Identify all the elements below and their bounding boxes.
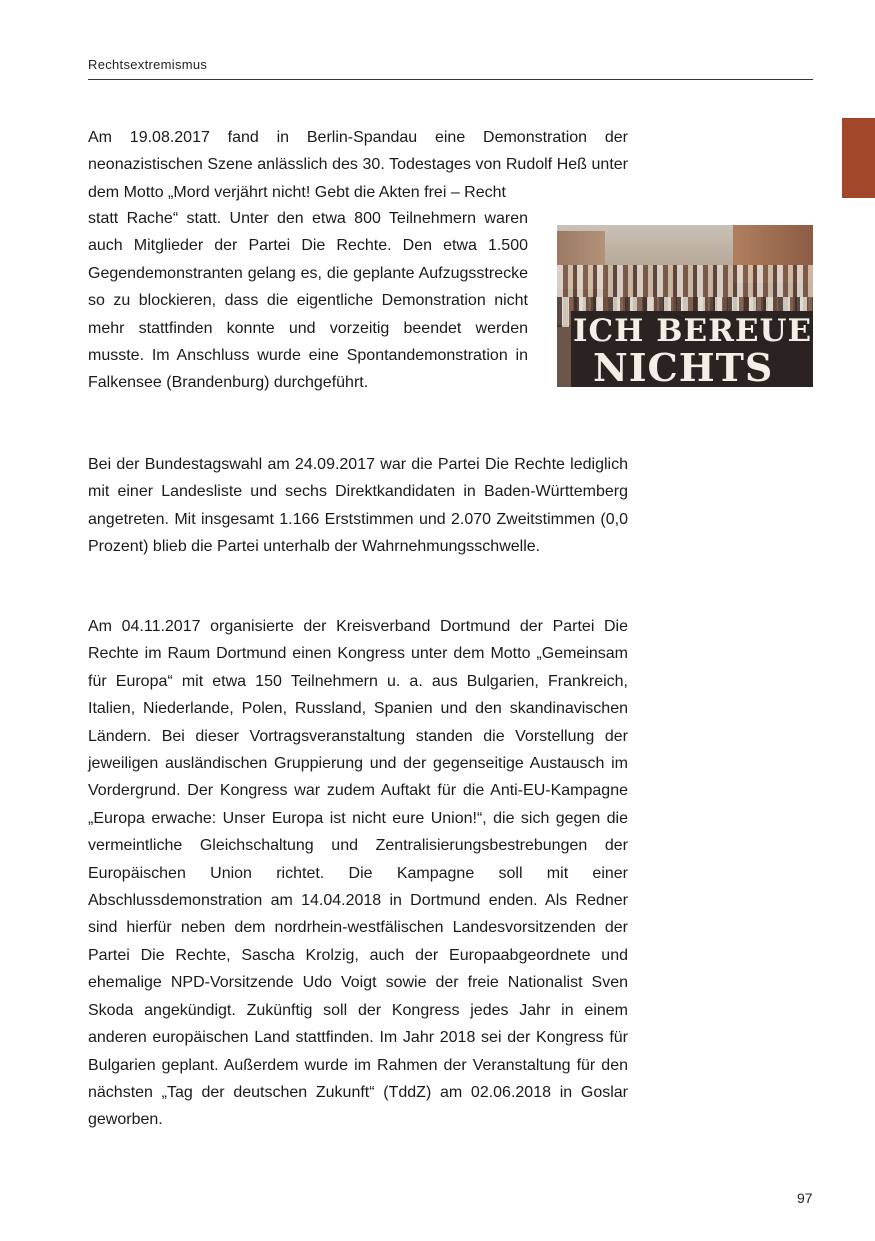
paragraph-1-wrap: statt Rache“ statt. Unter den etwa 800 Teilnehmern waren auch Mitglieder der Partei Die Rechte. Den etwa 1.500 Gegendemonstranten gelang es, die geplante Aufzugsstrecke so zu blockieren, dass die eigentliche Demonstration nicht mehr stattfinden konnte und vorzeitig beendet werden musste. Im Anschluss wurde eine Spontandemonstration in Falkensee (Brandenburg) durchgeführt. <box>88 210 528 392</box>
page-number: 97 <box>797 1190 813 1206</box>
banner-text-line-1: ICH BEREUE <box>573 313 813 349</box>
paragraph-2: Bei der Bundestagswahl am 24.09.2017 war die Partei Die Rechte lediglich mit einer Landesliste und sechs Direktkandidaten in Baden-Württemberg angetreten. Mit insgesamt 1.166 Erststimmen und 2.070 Zweitstimmen (0,0 Prozent) blieb die Partei unterhalb der Wahrnehmungsschwelle. <box>88 456 628 556</box>
chapter-tab-marker <box>842 118 875 198</box>
demonstration-photo <box>557 225 813 387</box>
running-head: Rechtsextremismus <box>88 57 208 72</box>
paragraph-3: Am 04.11.2017 organisierte der Kreisverband Dortmund der Partei Die Rechte im Raum Dortmund einen Kongress unter dem Motto „Gemeinsam für Europa“ mit etwa 150 Teilnehmern u. a. aus Bulgarien, Frankreich, Italien, Niederlande, Polen, Russland, Spanien und den skandinavischen Ländern. Bei dieser Vortragsveranstaltung standen die Vorstellung der jeweiligen ausländischen Gruppierung und der gegenseitige Austausch im Vordergrund. Der Kongress war zudem Auftakt für die Anti-EU-Kampagne „Europa erwache: Unser Europa ist nicht eure Union!“, die sich gegen die vermeintliche Gleichschaltung und Zentralisierungsbestrebungen der Europäischen Union richtet. Die Kampagne soll mit einer Abschlussdemonstration am 14.04.2018 in Dortmund enden. Als Redner sind hierfür neben dem nordrhein-westfälischen Landesvorsitzenden der Partei Die Rechte, Sascha Krolzig, auch der Europaabgeordnete und ehemalige NPD-Vorsitzende Udo Voigt sowie der freie Nationalist Sven Skoda angekündigt. Zukünftig soll der Kongress jedes Jahr in einem anderen europäischen Land stattfinden. Im Jahr 2018 sei der Kongress für Bulgarien geplant. Außerdem wurde im Rahmen der Veranstaltung für den nächsten „Tag der deutschen Zukunft“ (TddZ) am 02.06.2018 in Goslar geworben. <box>88 618 628 1129</box>
header-rule <box>88 79 813 80</box>
banner-text-line-2: NICHTS <box>593 345 774 387</box>
paragraph-1-top: Am 19.08.2017 fand in Berlin-Spandau eine Demonstration der neonazistischen Szene anlässlich des 30. Todestages von Rudolf Heß unter dem Motto „Mord verjährt nicht! Gebt die Akten frei – Recht <box>88 129 628 201</box>
